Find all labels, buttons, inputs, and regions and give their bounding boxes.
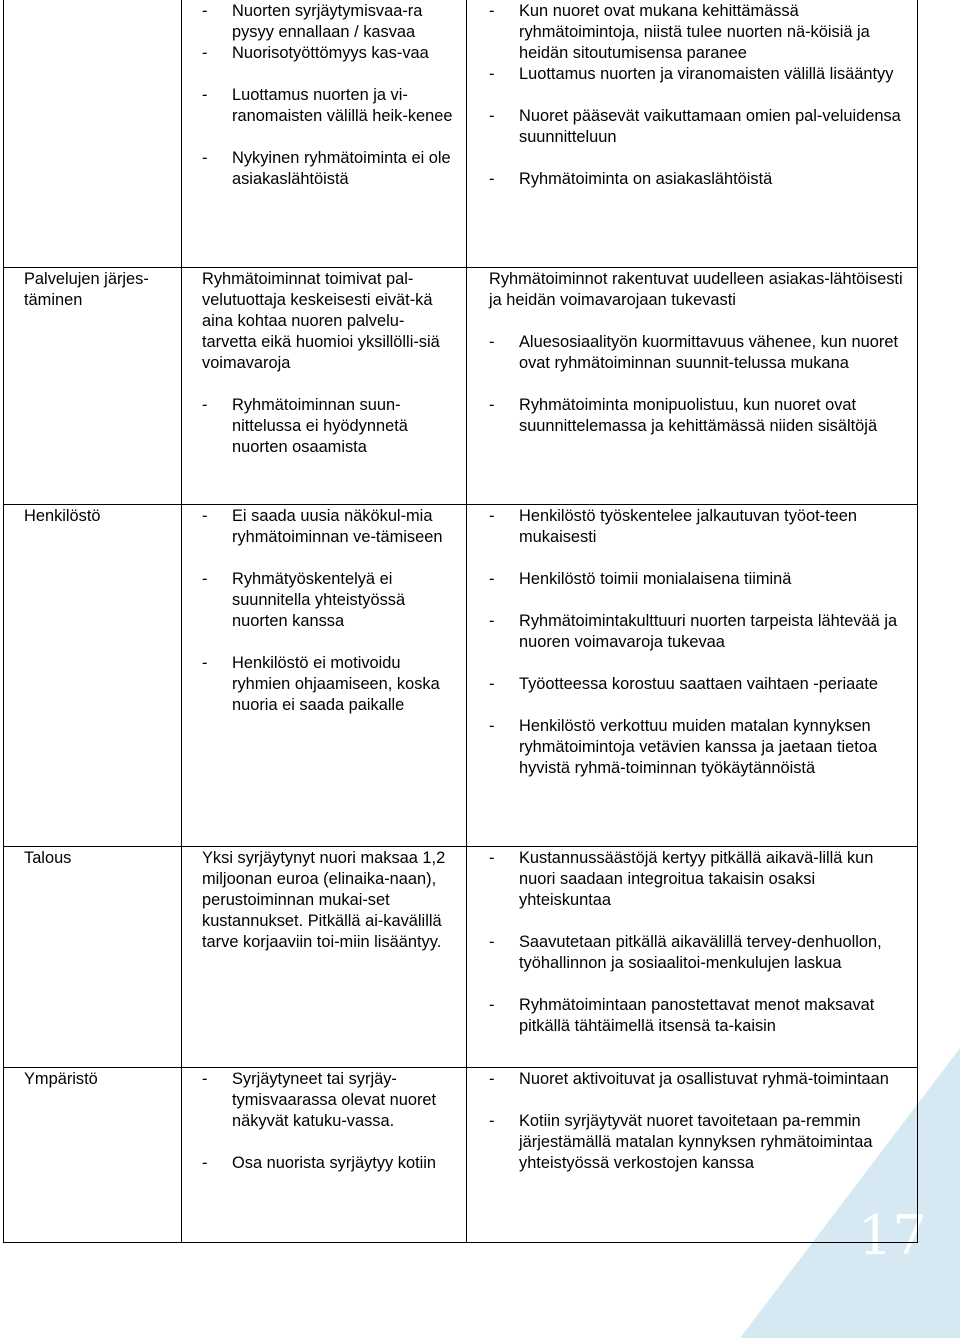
bullet-item (489, 106, 907, 148)
row-label (4, 268, 181, 311)
bullet-dash: - (489, 1112, 495, 1130)
bullet-dash: - (202, 570, 208, 588)
table-row (4, 0, 918, 268)
target-state-content (467, 0, 917, 190)
bullet-text: Henkilöstö verkottuu muiden matalan kynnyksen ryhmätoimintoja vetävien kanssa ja jaetaan tietoa hyvistä ryhmä-toiminnan työkäytännöistä (519, 717, 878, 777)
row-label-text: Henkilöstö (24, 507, 101, 525)
bullet-item (202, 148, 454, 190)
bullet-text: Nuorten syrjäytymisvaa-ra pysyy ennallaan / kasvaa (232, 2, 423, 41)
bullet-dash: - (202, 1070, 208, 1088)
table-row (4, 847, 918, 1068)
bullet-item (202, 569, 454, 632)
bullet-text: Luottamus nuorten ja vi-ranomaisten välillä heik-kenee (232, 86, 453, 125)
current-state-content (182, 1068, 466, 1174)
bullet-item (489, 64, 907, 85)
cell-intro-text: Ryhmätoiminnot rakentuvat uudelleen asiakas-lähtöisesti ja heidän voimavarojaan tukevasti (489, 270, 903, 309)
bullet-item (202, 395, 454, 458)
row-label-text: Talous (24, 849, 72, 867)
target-state-content (467, 1068, 917, 1174)
bullet-dash: - (202, 149, 208, 167)
bullet-text: Kustannussäästöjä kertyy pitkällä aikavä-lillä kun nuori saadaan integroitua takaisin osaksi yhteiskuntaa (519, 849, 874, 909)
bullet-dash: - (489, 65, 495, 83)
bullet-item (489, 674, 907, 695)
bullet-item (489, 395, 907, 437)
target-state-cell (467, 1068, 918, 1243)
current-state-cell (182, 1068, 467, 1243)
bullet-dash: - (489, 996, 495, 1014)
current-state-content (182, 0, 466, 190)
row-label-cell (4, 847, 182, 1068)
bullet-item (489, 1, 907, 64)
bullet-dash: - (202, 2, 208, 20)
bullet-text: Nuoret pääsevät vaikuttamaan omien pal-veluidensa suunnitteluun (519, 107, 901, 146)
bullet-item (489, 848, 907, 911)
bullet-dash: - (489, 107, 495, 125)
bullet-item (489, 569, 907, 590)
bullet-text: Kun nuoret ovat mukana kehittämässä ryhmätoimintoja, niistä tulee nuorten nä-köisiä ja heidän sitoutumisensa paranee (519, 2, 870, 62)
bullet-item (489, 611, 907, 653)
bullet-text: Luottamus nuorten ja viranomaisten välillä lisääntyy (519, 65, 894, 83)
row-label-text: Ympäristö (24, 1070, 98, 1088)
bullet-item (202, 43, 454, 64)
bullet-dash: - (489, 333, 495, 351)
row-label-text: Palvelujen järjes-täminen (24, 270, 149, 309)
row-label (4, 505, 181, 527)
bullet-item (489, 332, 907, 374)
bullet-text: Ryhmätyöskentelyä ei suunnitella yhteistyössä nuorten kanssa (232, 570, 406, 630)
bullet-item (489, 995, 907, 1037)
bullet-dash: - (489, 396, 495, 414)
bullet-dash: - (202, 396, 208, 414)
bullet-dash: - (489, 612, 495, 630)
bullet-text: Nykyinen ryhmätoiminta ei ole asiakaslähtöistä (232, 149, 451, 188)
bullet-item (202, 1, 454, 43)
bullet-dash: - (202, 1154, 208, 1172)
bullet-dash: - (489, 2, 495, 20)
current-state-content (182, 847, 466, 953)
bullet-text: Ryhmätoiminta on asiakaslähtöistä (519, 170, 773, 188)
bullet-text: Ei saada uusia näkökul-mia ryhmätoiminnan ve-tämiseen (232, 507, 443, 546)
bullet-text: Saavutetaan pitkällä aikavälillä tervey-denhuollon, työhallinnon ja sosiaalitoi-menkulujen laskua (519, 933, 882, 972)
bullet-dash: - (489, 1070, 495, 1088)
bullet-item (202, 506, 454, 548)
bullet-dash: - (489, 933, 495, 951)
bullet-dash: - (489, 507, 495, 525)
row-label-cell (4, 0, 182, 268)
row-label (4, 1068, 181, 1090)
table-row (4, 505, 918, 847)
bullet-dash: - (202, 86, 208, 104)
target-state-cell (467, 268, 918, 505)
bullet-item (202, 653, 454, 716)
bullet-dash: - (489, 170, 495, 188)
bullet-text: Henkilöstö toimii monialaisena tiiminä (519, 570, 792, 588)
bullet-item (202, 85, 454, 127)
bullet-text: Ryhmätoiminnan suun-nittelussa ei hyödynnetä nuorten osaamista (232, 396, 408, 456)
bullet-dash: - (202, 507, 208, 525)
bullet-dash: - (489, 675, 495, 693)
cell-intro-text: Ryhmätoiminnat toimivat pal-velutuottaja keskeisesti eivät-kä aina kohtaa nuoren palvelu-tarvetta eikä huomioi yksillölli-siä voimavaroja (202, 270, 440, 372)
bullet-text: Ryhmätoiminta monipuolistuu, kun nuoret ovat suunnittelemassa ja kehittämässä niiden sisältöjä (519, 396, 878, 435)
target-state-cell (467, 847, 918, 1068)
bullet-item (202, 1153, 454, 1174)
bullet-text: Ryhmätoimintakulttuuri nuorten tarpeista lähtevää ja nuoren voimavaroja tukevaa (519, 612, 898, 651)
current-state-cell (182, 505, 467, 847)
bullet-item (489, 506, 907, 548)
bullet-text: Nuorisotyöttömyys kas-vaa (232, 44, 429, 62)
bullet-dash: - (202, 44, 208, 62)
cell-intro-text: Yksi syrjäytynyt nuori maksaa 1,2 miljoonan euroa (elinaika-naan), perustoiminnan mukai-set kustannukset. Pitkällä ai-kavälillä tarve korjaaviin toi-miin lisääntyy. (202, 849, 446, 951)
target-state-cell (467, 0, 918, 268)
row-label-cell (4, 505, 182, 847)
bullet-text: Ryhmätoimintaan panostettavat menot maksavat pitkällä tähtäimellä itsensä ta-kaisin (519, 996, 875, 1035)
bullet-text: Nuoret aktivoituvat ja osallistuvat ryhmä-toimintaan (519, 1070, 889, 1088)
target-state-content (467, 505, 917, 779)
bullet-item (489, 932, 907, 974)
bullet-text: Henkilöstö ei motivoidu ryhmien ohjaamiseen, koska nuoria ei saada paikalle (232, 654, 440, 714)
row-label (4, 847, 181, 869)
current-state-cell (182, 0, 467, 268)
bullet-text: Kotiin syrjäytyvät nuoret tavoitetaan pa-remmin järjestämällä matalan kynnyksen ryhmätoimintaa yhteistyössä verkostojen kanssa (519, 1112, 873, 1172)
table-row (4, 268, 918, 505)
bullet-dash: - (202, 654, 208, 672)
bullet-text: Osa nuorista syrjäytyy kotiin (232, 1154, 437, 1172)
bullet-dash: - (489, 849, 495, 867)
bullet-text: Aluesosiaalityön kuormittavuus vähenee, kun nuoret ovat ryhmätoiminnan suunnit-telussa mukana (519, 333, 899, 372)
bullet-text: Syrjäytyneet tai syrjäy-tymisvaarassa olevat nuoret näkyvät katuku-vassa. (232, 1070, 437, 1130)
bullet-dash: - (489, 570, 495, 588)
bullet-item (489, 716, 907, 779)
row-label (4, 0, 181, 1)
bullet-item (489, 1111, 907, 1174)
page-number: 17 (858, 1204, 927, 1267)
bullet-item (489, 1069, 907, 1090)
bullet-item (202, 1069, 454, 1132)
table-row (4, 1068, 918, 1243)
current-state-cell (182, 847, 467, 1068)
target-state-content (467, 847, 917, 1037)
bullet-text: Henkilöstö työskentelee jalkautuvan työot-teen mukaisesti (519, 507, 858, 546)
row-label-cell (4, 1068, 182, 1243)
current-state-cell (182, 268, 467, 505)
bullet-item (489, 169, 907, 190)
target-state-content (467, 268, 917, 437)
bullet-dash: - (489, 717, 495, 735)
bullet-text: Työotteessa korostuu saattaen vaihtaen -periaate (519, 675, 879, 693)
target-state-cell (467, 505, 918, 847)
comparison-table (3, 0, 918, 1243)
table-body (4, 0, 918, 1243)
row-label-cell (4, 268, 182, 505)
current-state-content (182, 268, 466, 458)
current-state-content (182, 505, 466, 716)
